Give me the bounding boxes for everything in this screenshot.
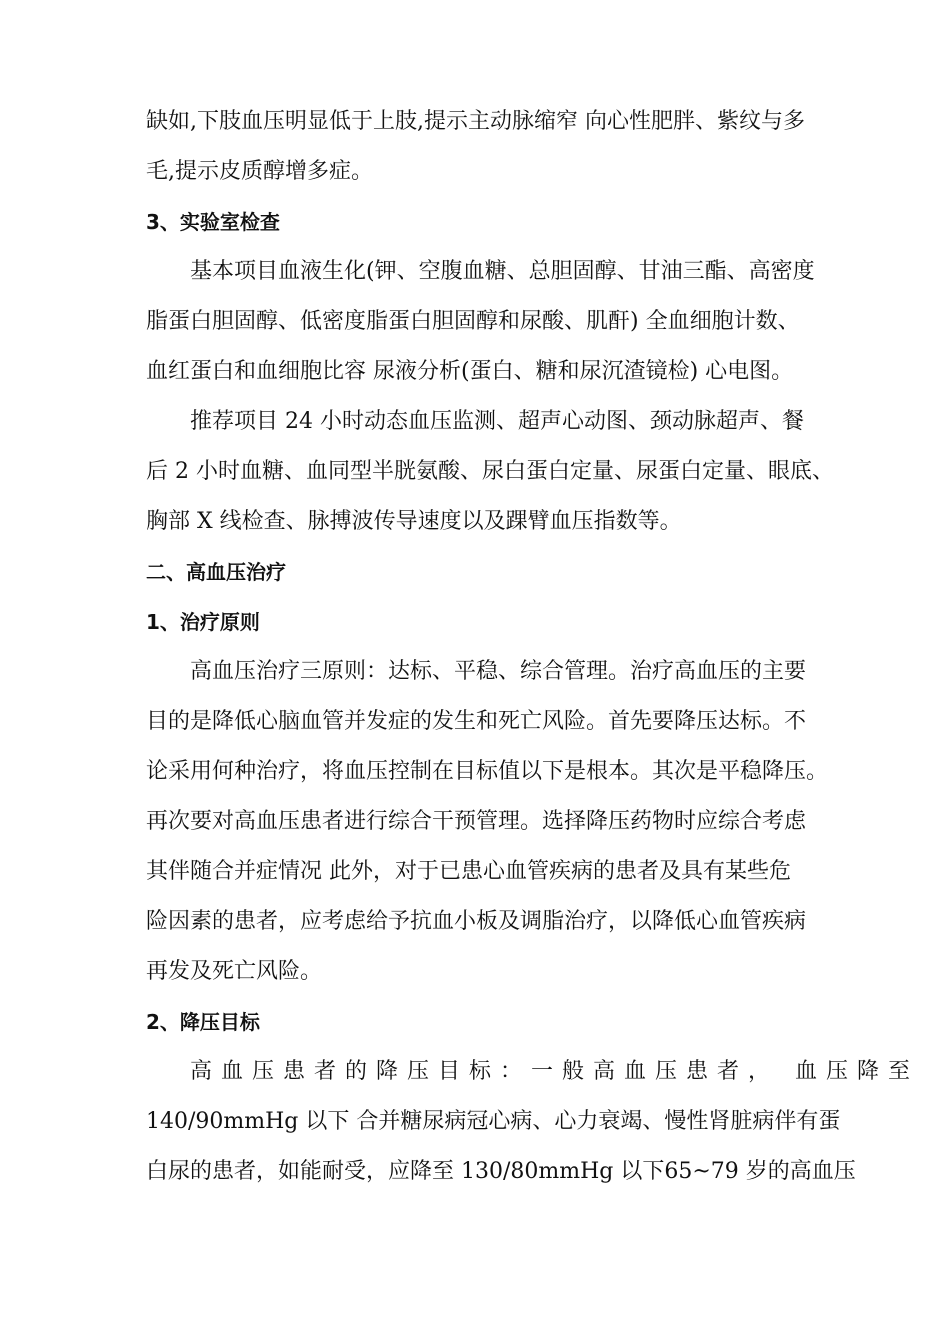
section-heading-lab-tests: 3、实验室检查 [146,210,280,234]
body-text-line: 险因素的患者，应考虑给予抗血小板及调脂治疗，以降低心血管疾病 [146,909,807,934]
body-text-line: 血红蛋白和血细胞比容 尿液分析(蛋白、糖和尿沉渣镜检) 心电图。 [146,359,794,384]
body-text-line: 目的是降低心脑血管并发症的发生和死亡风险。首先要降压达标。不 [146,709,807,734]
body-text-line: 胸部 X 线检查、脉搏波传导速度以及踝臂血压指数等。 [146,509,682,534]
body-text-line: 脂蛋白胆固醇、低密度脂蛋白胆固醇和尿酸、肌酐) 全血细胞计数、 [146,309,800,334]
section-heading-principles: 1、治疗原则 [146,610,260,634]
body-text-line: 论采用何种治疗，将血压控制在目标值以下是根本。其次是平稳降压。 [146,759,829,784]
body-text-line: 推荐项目 24 小时动态血压监测、超声心动图、颈动脉超声、餐 [190,409,804,434]
chapter-heading-treatment: 二、高血压治疗 [146,560,286,584]
body-text-line: 再次要对高血压患者进行综合干预管理。选择降压药物时应综合考虑 [146,809,807,834]
body-text-line: 后 2 小时血糖、血同型半胱氨酸、尿白蛋白定量、尿蛋白定量、眼底、 [146,459,834,484]
body-text-line: 140/90mmHg 以下 合并糖尿病冠心病、心力衰竭、慢性肾脏病伴有蛋 [146,1109,841,1134]
body-text-line: 毛,提示皮质醇增多症。 [146,159,373,184]
body-text-line: 再发及死亡风险。 [146,959,323,984]
body-text-line: 其伴随合并症情况 此外，对于已患心血管疾病的患者及具有某些危 [146,859,791,884]
body-text-line: 缺如,下肢血压明显低于上肢,提示主动脉缩窄 向心性肥胖、紫纹与多 [146,109,805,134]
body-text-line: 高血压患者的降压目标：一般高血压患者， 血压降至 [190,1059,919,1084]
section-heading-targets: 2、降压目标 [146,1010,260,1034]
body-text-line: 白尿的患者，如能耐受，应降至 130/80mmHg 以下65~79 岁的高血压 [146,1159,856,1184]
body-text-line: 基本项目血液生化(钾、空腹血糖、总胆固醇、甘油三酯、高密度 [190,259,815,284]
body-text-line: 高血压治疗三原则：达标、平稳、综合管理。治疗高血压的主要 [190,659,807,684]
